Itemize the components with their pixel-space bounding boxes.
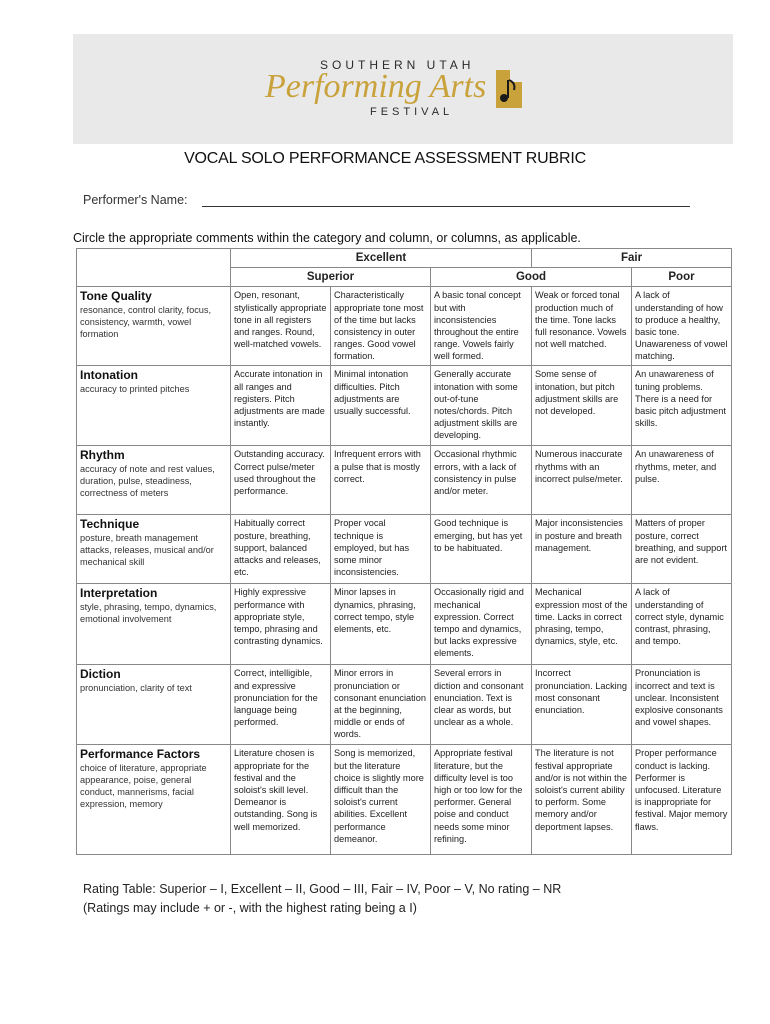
rubric-comment[interactable]: Incorrect pronunciation. Lacking most consonant enunciation. — [532, 665, 632, 745]
category-description: choice of literature, appropriate appearance, poise, general conduct, mannerisms, facial expression, memory — [80, 763, 207, 810]
logo-script-text: Performing Arts — [265, 68, 487, 105]
rubric-comment[interactable]: Generally accurate intonation with some out-of-tune notes/chords. Pitch adjustment skills are developing. — [431, 366, 532, 446]
level-header-row-top — [77, 249, 732, 268]
utah-music-note-icon — [492, 66, 526, 110]
rubric-comment[interactable]: Habitually correct posture, breathing, support, balanced attacks and releases, etc. — [231, 515, 331, 584]
rubric-comment[interactable]: Weak or forced tonal production much of the time. Tone lacks full resonance. Vowels not well matched. — [532, 287, 632, 366]
logo-bottom-text: FESTIVAL — [370, 106, 454, 118]
rubric-row-diction — [77, 665, 732, 745]
category-cell — [77, 665, 231, 745]
header-good: Good — [431, 268, 632, 287]
rubric-table — [76, 248, 732, 855]
instructions-text: Circle the appropriate comments within the category and column, or columns, as applicable. — [73, 231, 581, 245]
category-name: Interpretation — [80, 586, 158, 601]
performer-name-label: Performer's Name: — [83, 193, 188, 207]
rubric-comment[interactable]: Open, resonant, stylistically appropriate tone in all registers and ranges. Round, well-matched vowels. — [231, 287, 331, 366]
header-blank — [77, 249, 231, 268]
logo-top-text: SOUTHERN UTAH — [320, 58, 475, 72]
category-cell — [77, 745, 231, 855]
rubric-comment[interactable]: Minor lapses in dynamics, phrasing, correct tempo, style elements, etc. — [331, 584, 431, 665]
rubric-comment[interactable]: Characteristically appropriate tone most of the time but lacks consistency in outer ranges. Good vowel formation. — [331, 287, 431, 366]
category-name: Tone Quality — [80, 289, 152, 304]
rubric-comment[interactable]: Outstanding accuracy. Correct pulse/meter used throughout the performance. — [231, 446, 331, 515]
category-description: style, phrasing, tempo, dynamics, emotional involvement — [80, 602, 217, 625]
category-cell — [77, 366, 231, 446]
header-superior: Superior — [231, 268, 431, 287]
rubric-comment[interactable]: Occasionally rigid and mechanical expression. Correct tempo and dynamics, but lacks expressive elements. — [431, 584, 532, 665]
document-title: VOCAL SOLO PERFORMANCE ASSESSMENT RUBRIC — [184, 150, 586, 167]
rubric-comment[interactable]: Major inconsistencies in posture and breath management. — [532, 515, 632, 584]
rubric-comment[interactable]: Several errors in diction and consonant enunciation. Text is clear as words, but unclear as a whole. — [431, 665, 532, 745]
rubric-row-tone-quality — [77, 287, 732, 366]
festival-logo — [260, 58, 530, 128]
header-poor: Poor — [632, 268, 732, 287]
rubric-comment[interactable]: Infrequent errors with a pulse that is mostly correct. — [331, 446, 431, 515]
rubric-comment[interactable]: Minimal intonation difficulties. Pitch adjustments are usually successful. — [331, 366, 431, 446]
header-fair: Fair — [532, 249, 732, 268]
category-cell — [77, 287, 231, 366]
category-description: posture, breath management attacks, releases, musical and/or mechanical skill — [80, 533, 214, 568]
rubric-comment[interactable]: Some sense of intonation, but pitch adjustment skills are not developed. — [532, 366, 632, 446]
rubric-comment[interactable]: The literature is not festival appropriate and/or is not within the soloist's current ability to perform. Some memory and/or deportment lapses. — [532, 745, 632, 855]
category-description: resonance, control clarity, focus, consistency, warmth, vowel formation — [80, 305, 212, 340]
category-description: accuracy of note and rest values, duration, pulse, steadiness, correctness of meters — [80, 464, 215, 499]
header-excellent: Excellent — [231, 249, 532, 268]
header-blank-lower — [77, 268, 231, 287]
rubric-comment[interactable]: Song is memorized, but the literature choice is slightly more difficult than the soloist's current abilities. Excellent performance demeanor. — [331, 745, 431, 855]
rubric-comment[interactable]: A basic tonal concept but with inconsistencies throughout the entire range. Vowels fairly well formed. — [431, 287, 532, 366]
category-cell — [77, 446, 231, 515]
rating-table-note — [83, 880, 561, 918]
rubric-comment[interactable]: Correct, intelligible, and expressive pronunciation for the language being performed. — [231, 665, 331, 745]
rubric-comment[interactable]: A lack of understanding of correct style, dynamic contrast, phrasing, and tempo. — [632, 584, 732, 665]
rubric-comment[interactable]: Appropriate festival literature, but the difficulty level is too high or too low for the performer. General poise and conduct needs some minor refining. — [431, 745, 532, 855]
category-name: Performance Factors — [80, 747, 201, 762]
rubric-comment[interactable]: An unawareness of tuning problems. There is a need for basic pitch adjustment skills. — [632, 366, 732, 446]
rubric-comment[interactable]: Pronunciation is incorrect and text is unclear. Inconsistent explosive consonants and vowel shapes. — [632, 665, 732, 745]
rubric-comment[interactable]: Numerous inaccurate rhythms with an incorrect pulse/meter. — [532, 446, 632, 515]
category-cell — [77, 584, 231, 665]
rubric-row-interpretation — [77, 584, 732, 665]
rubric-comment[interactable]: Proper performance conduct is lacking. Performer is unfocused. Literature is inappropriate for festival. Major memory flaws. — [632, 745, 732, 855]
rubric-comment[interactable]: Accurate intonation in all ranges and registers. Pitch adjustments are made instantly. — [231, 366, 331, 446]
rubric-comment[interactable]: Matters of proper posture, correct breathing, and support are not evident. — [632, 515, 732, 584]
level-header-row-bottom — [77, 268, 732, 287]
rubric-comment[interactable]: An unawareness of rhythms, meter, and pulse. — [632, 446, 732, 515]
category-name: Rhythm — [80, 448, 125, 463]
category-description: pronunciation, clarity of text — [80, 683, 192, 694]
rubric-comment[interactable]: Literature chosen is appropriate for the festival and the soloist's skill level. Demeanor is outstanding. Song is well memorized. — [231, 745, 331, 855]
rubric-row-technique — [77, 515, 732, 584]
rubric-comment[interactable]: Proper vocal technique is employed, but has some minor inconsistencies. — [331, 515, 431, 584]
rubric-comment[interactable]: Highly expressive performance with appropriate style, tempo, phrasing and contrasting dynamics. — [231, 584, 331, 665]
category-description: accuracy to printed pitches — [80, 384, 190, 395]
rubric-comment[interactable]: Mechanical expression most of the time. Lacks in correct phrasing, tempo, dynamics, style, etc. — [532, 584, 632, 665]
rubric-comment[interactable]: A lack of understanding of how to produce a healthy, basic tone. Unawareness of vowel matching. — [632, 287, 732, 366]
rubric-row-intonation — [77, 366, 732, 446]
rubric-comment[interactable]: Minor errors in pronunciation or consonant enunciation at the beginning, middle or ends of words. — [331, 665, 431, 745]
rating-table-footnote: (Ratings may include + or -, with the highest rating being a I) — [83, 901, 417, 915]
category-name: Intonation — [80, 368, 138, 383]
performer-name-field[interactable] — [202, 206, 690, 207]
rating-table-line: Rating Table: Superior – I, Excellent – II, Good – III, Fair – IV, Poor – V, No rating – NR — [83, 882, 562, 896]
rubric-row-performance-factors — [77, 745, 732, 855]
category-name: Technique — [80, 517, 140, 532]
category-cell — [77, 515, 231, 584]
category-name: Diction — [80, 667, 121, 682]
rubric-comment[interactable]: Good technique is emerging, but has yet to be habituated. — [431, 515, 532, 584]
rubric-row-rhythm — [77, 446, 732, 515]
rubric-comment[interactable]: Occasional rhythmic errors, with a lack of consistency in pulse and/or meter. — [431, 446, 532, 515]
